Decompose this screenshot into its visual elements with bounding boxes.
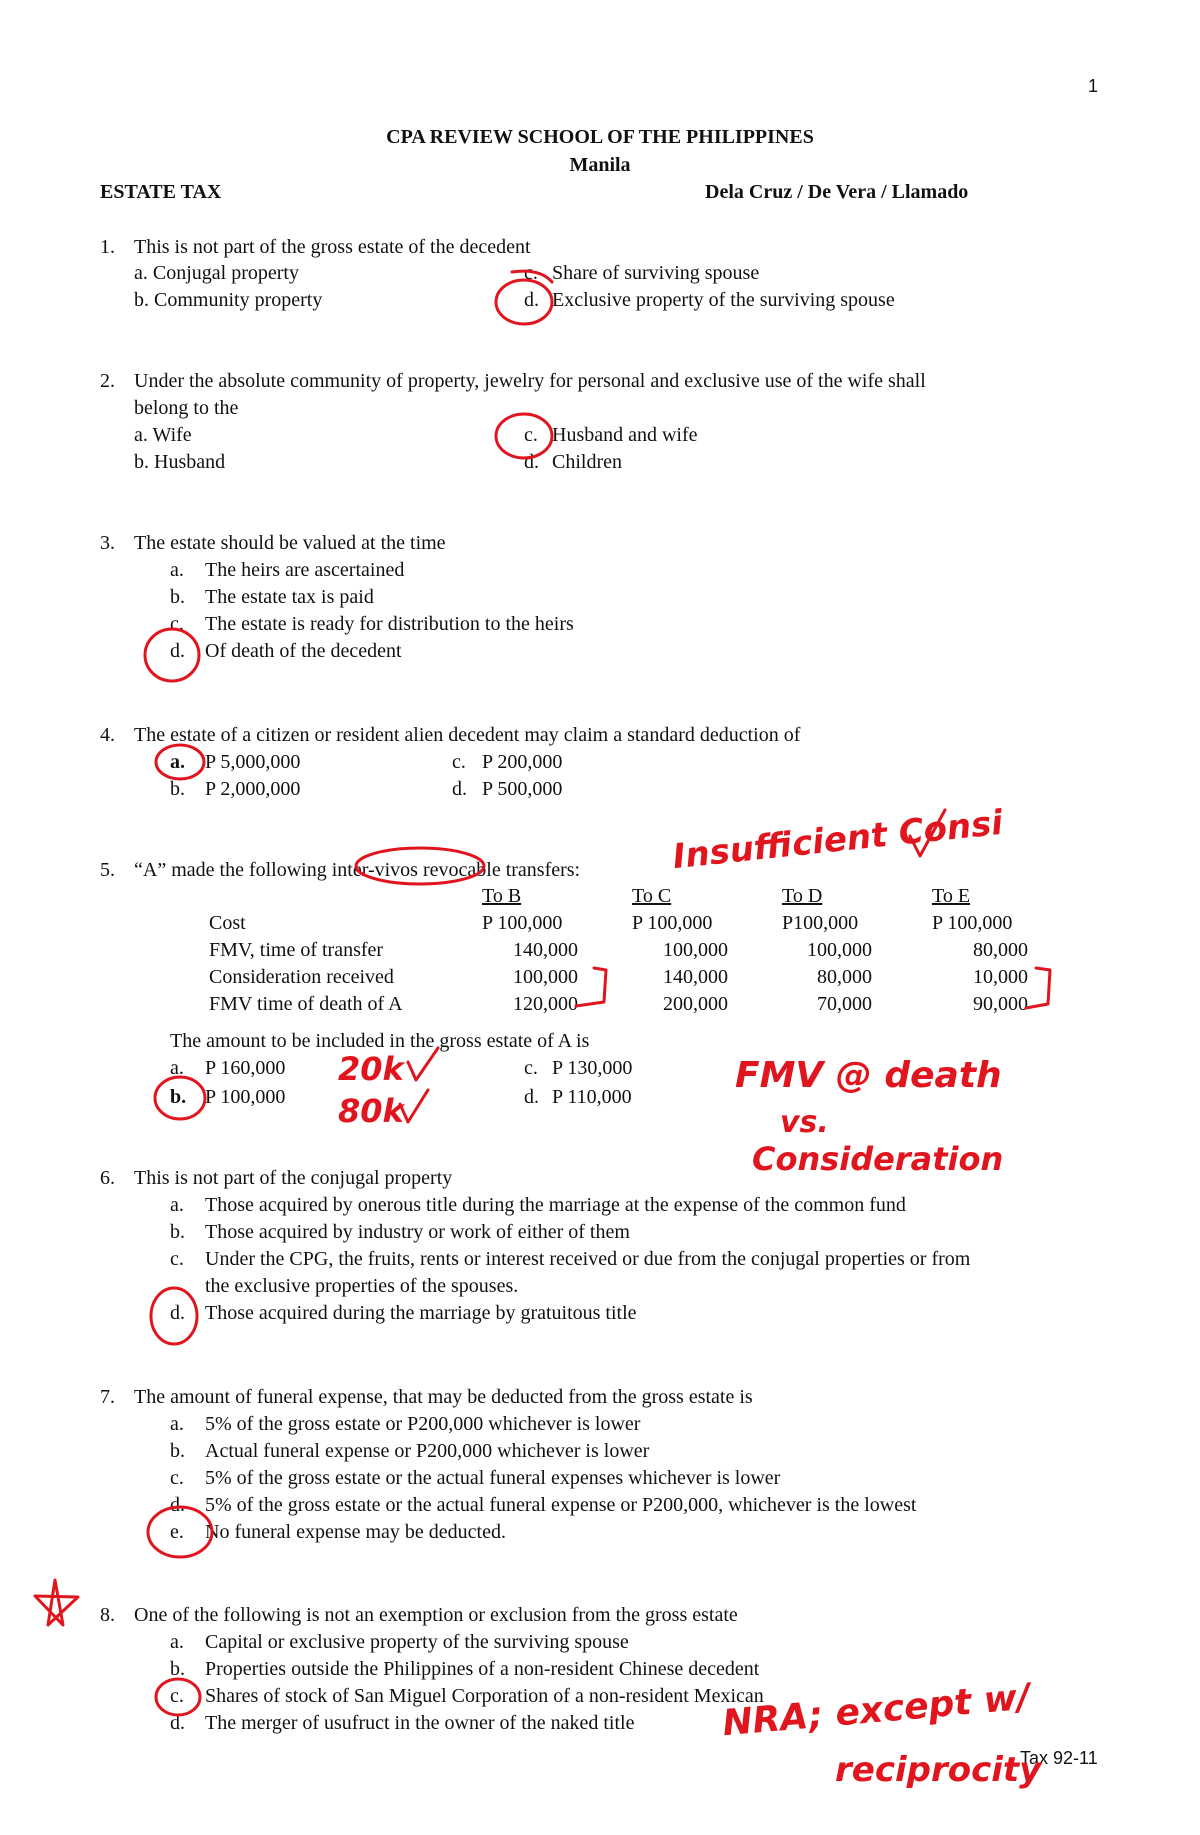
table-cell: 10,000 bbox=[973, 966, 1028, 988]
question-text: This is not part of the gross estate of the decedent bbox=[134, 236, 531, 258]
option-a: 5% of the gross estate or P200,000 whichever is lower bbox=[205, 1413, 641, 1435]
option-d-letter: d. bbox=[524, 289, 539, 311]
option-c-letter: c. bbox=[170, 1467, 184, 1489]
question-text: The estate of a citizen or resident alien decedent may claim a standard deduction of bbox=[134, 724, 801, 746]
option-a-letter: a. bbox=[170, 1057, 184, 1079]
option-a: a. Conjugal property bbox=[134, 262, 299, 284]
option-d: Children bbox=[552, 451, 622, 473]
question-text: This is not part of the conjugal property bbox=[134, 1167, 453, 1189]
question-text: “A” made the following inter-vivos revocable transfers: bbox=[134, 859, 581, 881]
option-a-letter: a. bbox=[170, 1631, 184, 1653]
option-c: The estate is ready for distribution to the heirs bbox=[205, 613, 574, 635]
question-number: 3. bbox=[100, 532, 115, 554]
option-a: Capital or exclusive property of the surviving spouse bbox=[205, 1631, 629, 1653]
option-b: P 2,000,000 bbox=[205, 778, 301, 800]
option-b-letter: b. bbox=[170, 778, 185, 800]
question-number: 6. bbox=[100, 1167, 115, 1189]
option-d: Those acquired during the marriage by gratuitous title bbox=[205, 1302, 637, 1324]
page-number: 1 bbox=[1088, 76, 1099, 96]
option-d-letter: d. bbox=[170, 1494, 185, 1516]
table-cell: 80,000 bbox=[973, 939, 1028, 961]
table-cell: 140,000 bbox=[663, 966, 728, 988]
question-text: Under the absolute community of property, jewelry for personal and exclusive use of the wife shall bbox=[134, 370, 926, 392]
note-nra-except: NRA; except w/ bbox=[720, 1676, 1032, 1745]
option-d: 5% of the gross estate or the actual funeral expense or P200,000, whichever is the lowest bbox=[205, 1494, 917, 1516]
table-cell: 140,000 bbox=[513, 939, 578, 961]
row-label: FMV time of death of A bbox=[209, 993, 403, 1015]
table-cell: P100,000 bbox=[782, 912, 859, 934]
school-title: CPA REVIEW SCHOOL OF THE PHILIPPINES bbox=[386, 126, 814, 148]
option-d-letter: d. bbox=[170, 1302, 185, 1324]
option-c: Under the CPG, the fruits, rents or interest received or due from the conjugal properties or from bbox=[205, 1248, 971, 1270]
option-c: P 130,000 bbox=[552, 1057, 633, 1079]
question-number: 5. bbox=[100, 859, 115, 881]
city: Manila bbox=[569, 154, 631, 176]
note-consideration: Consideration bbox=[752, 1140, 1004, 1178]
ink-bracket-e bbox=[1026, 968, 1050, 1008]
note-vs: vs. bbox=[780, 1105, 829, 1140]
option-a: Those acquired by onerous title during the marriage at the expense of the common fund bbox=[205, 1194, 906, 1216]
option-b: b. Community property bbox=[134, 289, 323, 311]
option-a: a. Wife bbox=[134, 424, 192, 446]
table-cell: P 100,000 bbox=[632, 912, 713, 934]
option-a-letter: a. bbox=[170, 1413, 184, 1435]
authors: Dela Cruz / De Vera / Llamado bbox=[705, 181, 969, 203]
option-d-letter: d. bbox=[170, 640, 185, 662]
option-b: P 100,000 bbox=[205, 1086, 286, 1108]
question-number: 2. bbox=[100, 370, 115, 392]
option-a: The heirs are ascertained bbox=[205, 559, 405, 581]
col-header-e: To E bbox=[932, 885, 971, 907]
option-b-letter: b. bbox=[170, 586, 185, 608]
question-number: 1. bbox=[100, 236, 115, 258]
option-c-letter: c. bbox=[524, 424, 538, 446]
option-d: Of death of the decedent bbox=[205, 640, 402, 662]
check-icon bbox=[400, 1090, 428, 1122]
option-b: The estate tax is paid bbox=[205, 586, 374, 608]
option-c-letter: c. bbox=[170, 1248, 184, 1270]
question-number: 4. bbox=[100, 724, 115, 746]
option-d: P 110,000 bbox=[552, 1086, 632, 1108]
option-b-letter: b. bbox=[170, 1086, 187, 1108]
option-d-letter: d. bbox=[170, 1712, 185, 1734]
option-a-letter: a. bbox=[170, 1194, 184, 1216]
table-cell: 100,000 bbox=[807, 939, 872, 961]
table-cell: 70,000 bbox=[817, 993, 872, 1015]
note-reciprocity: reciprocity bbox=[835, 1750, 1042, 1790]
note-20k: 20k bbox=[338, 1050, 404, 1088]
table-cell: P 100,000 bbox=[932, 912, 1013, 934]
ink-bracket-b bbox=[576, 968, 606, 1006]
option-b: Actual funeral expense or P200,000 whichever is lower bbox=[205, 1440, 650, 1462]
option-a-letter: a. bbox=[170, 559, 184, 581]
subject: ESTATE TAX bbox=[100, 181, 222, 203]
option-a: P 160,000 bbox=[205, 1057, 286, 1079]
question-text-cont: belong to the bbox=[134, 397, 239, 419]
question-stem: The amount to be included in the gross estate of A is bbox=[170, 1030, 590, 1052]
option-e-letter: e. bbox=[170, 1521, 184, 1543]
question-number: 8. bbox=[100, 1604, 115, 1626]
option-b: Properties outside the Philippines of a non-resident Chinese decedent bbox=[205, 1658, 760, 1680]
question-text: The amount of funeral expense, that may be deducted from the gross estate is bbox=[134, 1386, 753, 1408]
row-label: Cost bbox=[209, 912, 246, 934]
option-c-letter: c. bbox=[524, 1057, 538, 1079]
col-header-b: To B bbox=[482, 885, 522, 907]
option-c: P 200,000 bbox=[482, 751, 563, 773]
option-c: 5% of the gross estate or the actual funeral expenses whichever is lower bbox=[205, 1467, 781, 1489]
option-b-letter: b. bbox=[170, 1221, 185, 1243]
option-c: Husband and wife bbox=[552, 424, 698, 446]
option-b-letter: b. bbox=[170, 1658, 185, 1680]
option-c: Shares of stock of San Miguel Corporation of a non-resident Mexican bbox=[205, 1685, 764, 1707]
option-c: Share of surviving spouse bbox=[552, 262, 760, 284]
table-cell: P 100,000 bbox=[482, 912, 563, 934]
note-insufficient-consideration: Insufficient Consi bbox=[670, 802, 1005, 878]
option-d-letter: d. bbox=[452, 778, 467, 800]
note-fmv-at-death: FMV @ death bbox=[735, 1055, 1002, 1096]
option-d: P 500,000 bbox=[482, 778, 563, 800]
table-cell: 200,000 bbox=[663, 993, 728, 1015]
table-cell: 100,000 bbox=[513, 966, 578, 988]
table-cell: 90,000 bbox=[973, 993, 1028, 1015]
option-a-letter: a. bbox=[170, 751, 185, 773]
row-label: Consideration received bbox=[209, 966, 394, 988]
option-c-cont: the exclusive properties of the spouses. bbox=[205, 1275, 519, 1297]
option-b: Those acquired by industry or work of either of them bbox=[205, 1221, 630, 1243]
note-80k: 80k bbox=[338, 1092, 404, 1130]
question-text: The estate should be valued at the time bbox=[134, 532, 446, 554]
option-d: The merger of usufruct in the owner of the naked title bbox=[205, 1712, 635, 1734]
question-text: One of the following is not an exemption or exclusion from the gross estate bbox=[134, 1604, 738, 1626]
option-b: b. Husband bbox=[134, 451, 226, 473]
col-header-d: To D bbox=[782, 885, 823, 907]
question-number: 7. bbox=[100, 1386, 115, 1408]
row-label: FMV, time of transfer bbox=[209, 939, 384, 961]
option-b-letter: b. bbox=[170, 1440, 185, 1462]
table-cell: 80,000 bbox=[817, 966, 872, 988]
footer-code: Tax 92-11 bbox=[1020, 1748, 1098, 1768]
option-c-letter: c. bbox=[524, 262, 538, 284]
star-icon bbox=[35, 1580, 78, 1625]
table-cell: 100,000 bbox=[663, 939, 728, 961]
option-a: P 5,000,000 bbox=[205, 751, 301, 773]
option-c-letter: c. bbox=[170, 1685, 184, 1707]
option-c-letter: c. bbox=[170, 613, 184, 635]
option-c-letter: c. bbox=[452, 751, 466, 773]
option-d-letter: d. bbox=[524, 451, 539, 473]
col-header-c: To C bbox=[632, 885, 672, 907]
option-d-letter: d. bbox=[524, 1086, 539, 1108]
option-e: No funeral expense may be deducted. bbox=[205, 1521, 506, 1543]
option-d: Exclusive property of the surviving spouse bbox=[552, 289, 895, 311]
table-cell: 120,000 bbox=[513, 993, 578, 1015]
